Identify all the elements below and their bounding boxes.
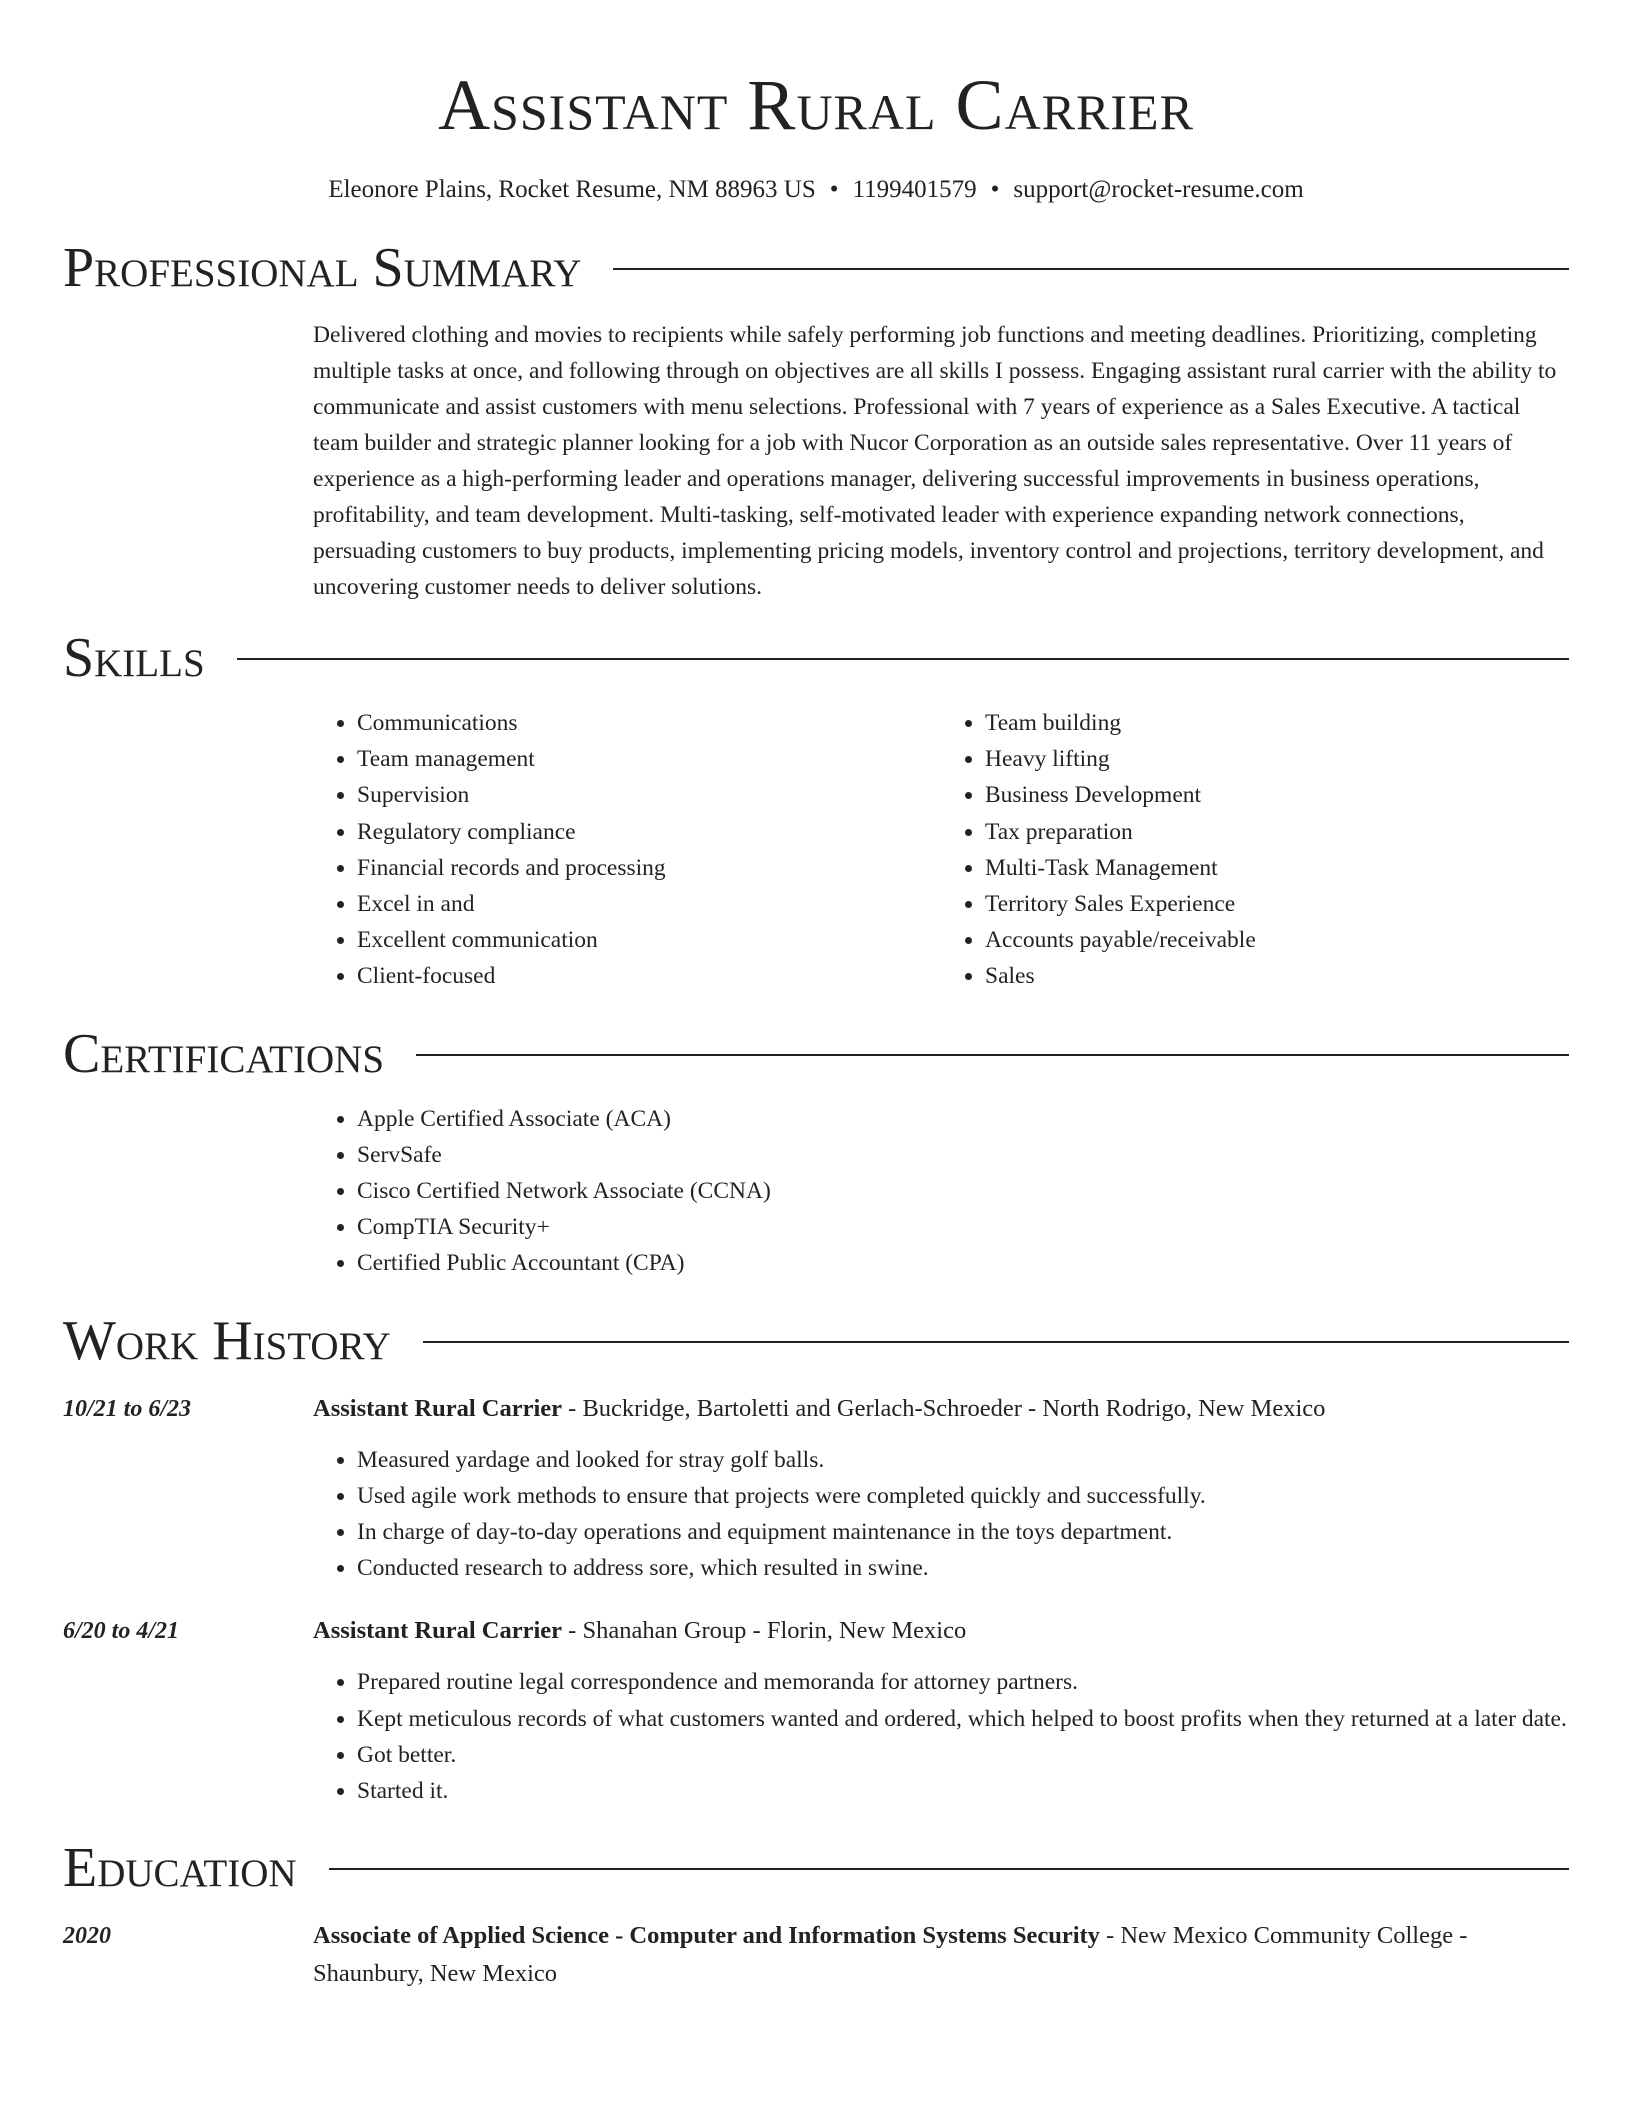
separator: • — [829, 176, 839, 203]
education-entry — [63, 1917, 1569, 1993]
job-bullets — [313, 1442, 1569, 1587]
skills-column-right — [941, 705, 1569, 995]
list-item: • Cisco Certified Network Associate (CCNA) — [357, 1173, 1569, 1209]
job-title-line — [313, 1390, 1325, 1428]
list-item: • Excel in and — [357, 886, 941, 922]
list-item: • Got better. — [357, 1737, 1569, 1773]
job-bullet-list — [313, 1664, 1569, 1809]
address: Eleonore Plains, Rocket Resume, NM 88963 US — [328, 176, 816, 203]
education-details — [313, 1917, 1569, 1993]
degree: Associate of Applied Science - Computer and Information Systems Security — [313, 1922, 1100, 1950]
certifications-section-header — [63, 1021, 1569, 1087]
job-entry — [63, 1390, 1569, 1587]
job-title-line — [313, 1612, 966, 1650]
list-item: • Team building — [985, 705, 1569, 741]
list-item: • Certified Public Accountant (CPA) — [357, 1245, 1569, 1281]
summary-section-header — [63, 235, 1569, 301]
candidate-name: Assistant Rural Carrier — [438, 65, 1194, 145]
skills-list — [313, 705, 1569, 995]
job-employer: - Shanahan Group - Florin, New Mexico — [562, 1617, 967, 1645]
school: - New Mexico Community College - Shaunbury, New Mexico — [313, 1922, 1468, 1988]
list-item: • Communications — [357, 705, 941, 741]
list-item: • Territory Sales Experience — [985, 886, 1569, 922]
education-section-header — [63, 1835, 1569, 1901]
job-header — [63, 1390, 1569, 1428]
section-title: Certifications — [63, 1022, 385, 1085]
job-dates: 10/21 to 6/23 — [63, 1395, 192, 1422]
list-item: • Kept meticulous records of what customers wanted and ordered, which helped to boost profits when they returned at a later date. — [357, 1701, 1569, 1737]
job-title: Assistant Rural Carrier — [313, 1617, 563, 1645]
list-item: • Accounts payable/receivable — [985, 922, 1569, 958]
summary-text: Delivered clothing and movies to recipients while safely performing job functions and meeting deadlines. Prioritizing, completing multiple tasks at once, and following through on objectives are all skills I possess. Engaging assistant rural carrier with the ability to communicate and assist customers with menu selections. Professional with 7 years of experience as a Sales Executive. A tactical team builder and strategic planner looking for a job with Nucor Corporation as an outside sales representative. Over 11 years of experience as a high-performing leader and operations manager, delivering successful improvements in business operations, profitability, and team development. Multi-tasking, self-motivated leader with experience expanding network connections, persuading customers to buy products, implementing pricing models, inventory control and projections, territory development, and uncovering customer needs to deliver solutions. — [313, 322, 1557, 600]
separator: • — [990, 176, 1000, 203]
contact-line — [63, 174, 1569, 206]
list-item: • Started it. — [357, 1773, 1569, 1809]
skills-column-left — [313, 705, 941, 995]
list-item: • Team management — [357, 741, 941, 777]
section-title: Professional Summary — [63, 237, 582, 299]
section-title: Skills — [63, 627, 205, 689]
section-divider — [416, 1054, 1569, 1056]
section-divider — [237, 658, 1569, 660]
list-item: • In charge of day-to-day operations and equipment maintenance in the toys department. — [357, 1514, 1569, 1550]
email: support@rocket-resume.com — [1013, 176, 1304, 203]
list-item: • Client-focused — [357, 958, 941, 994]
section-divider — [329, 1868, 1569, 1870]
list-item: • Financial records and processing — [357, 850, 941, 886]
section-title: Education — [63, 1837, 297, 1900]
list-item: • Sales — [985, 958, 1569, 994]
section-divider — [423, 1341, 1569, 1343]
job-bullet-list — [313, 1442, 1569, 1587]
list-item: • Apple Certified Associate (ACA) — [357, 1101, 1569, 1137]
list-item: • CompTIA Security+ — [357, 1209, 1569, 1245]
job-entry — [63, 1612, 1569, 1809]
job-bullets — [313, 1664, 1569, 1809]
list-item: • Heavy lifting — [985, 741, 1569, 777]
list-item: • Tax preparation — [985, 814, 1569, 850]
education-year: 2020 — [63, 1923, 111, 1950]
job-header — [63, 1612, 1569, 1650]
certifications-list — [313, 1101, 1569, 1282]
certifications-items — [313, 1101, 1569, 1282]
list-item: • Used agile work methods to ensure that projects were completed quickly and successfully. — [357, 1478, 1569, 1514]
list-item: • Conducted research to address sore, which resulted in swine. — [357, 1550, 1569, 1586]
list-item: • Excellent communication — [357, 922, 941, 958]
list-item: • Business Development — [985, 777, 1569, 813]
list-item: • Prepared routine legal correspondence and memoranda for attorney partners. — [357, 1664, 1569, 1700]
list-item: • Measured yardage and looked for stray golf balls. — [357, 1442, 1569, 1478]
phone: 1199401579 — [852, 176, 977, 203]
work-section-header — [63, 1308, 1569, 1374]
job-dates: 6/20 to 4/21 — [63, 1618, 180, 1645]
list-item: • Multi-Task Management — [985, 850, 1569, 886]
job-employer: - Buckridge, Bartoletti and Gerlach-Schroeder - North Rodrigo, New Mexico — [562, 1394, 1326, 1422]
list-item: • Supervision — [357, 777, 941, 813]
job-title: Assistant Rural Carrier — [313, 1394, 563, 1422]
section-divider — [613, 268, 1569, 270]
skills-section-header — [63, 625, 1569, 691]
section-title: Work History — [63, 1309, 391, 1372]
list-item: • ServSafe — [357, 1137, 1569, 1173]
list-item: • Regulatory compliance — [357, 814, 941, 850]
